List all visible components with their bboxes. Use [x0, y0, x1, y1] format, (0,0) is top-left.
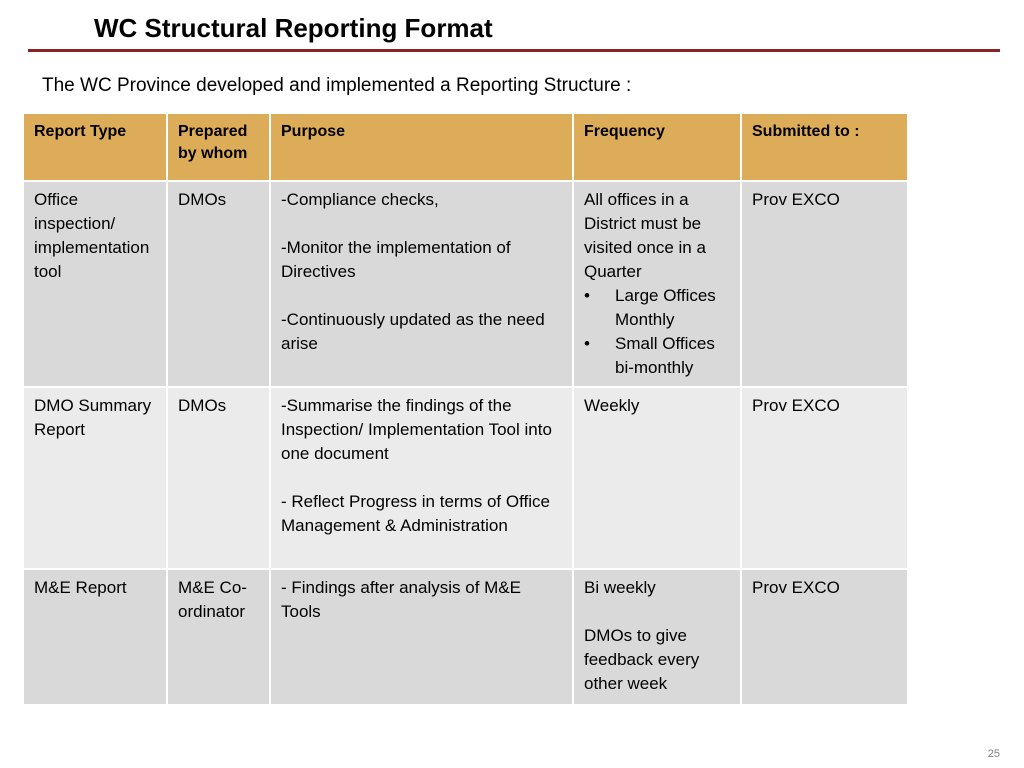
- column-header-frequency: Frequency: [574, 114, 740, 180]
- purpose-line: -Summarise the findings of the Inspection/ Implementation Tool into one document: [281, 396, 552, 463]
- cell-prepared-by: DMOs: [168, 182, 269, 386]
- cell-prepared-by: M&E Co-ordinator: [168, 570, 269, 704]
- cell-purpose: [271, 182, 572, 386]
- cell-purpose: [271, 388, 572, 568]
- cell-prepared-by: DMOs: [168, 388, 269, 568]
- page-number: 25: [987, 748, 1000, 760]
- table-row: [24, 388, 907, 568]
- frequency-line: DMOs to give feedback every other week: [584, 626, 700, 693]
- cell-submitted-to: Prov EXCO: [742, 182, 907, 386]
- purpose-line: -Compliance checks,: [281, 190, 439, 209]
- column-header-report-type: Report Type: [24, 114, 166, 180]
- bullet-icon: •: [584, 286, 590, 305]
- frequency-bullet-list: [584, 284, 730, 380]
- table-header-row: [24, 114, 907, 180]
- reporting-structure-table: [22, 112, 909, 706]
- purpose-line: -Continuously updated as the need arise: [281, 310, 545, 353]
- table-row: [24, 570, 907, 704]
- cell-report-type: M&E Report: [24, 570, 166, 704]
- purpose-line: - Reflect Progress in terms of Office Management & Administration: [281, 492, 550, 535]
- frequency-bullet: [584, 332, 730, 380]
- purpose-line: -Monitor the implementation of Directives: [281, 238, 511, 281]
- column-header-prepared-by: Prepared by whom: [168, 114, 269, 180]
- cell-submitted-to: Prov EXCO: [742, 388, 907, 568]
- frequency-bullet-text: Large Offices Monthly: [615, 286, 716, 329]
- bullet-icon: •: [584, 334, 590, 353]
- frequency-line: Bi weekly: [584, 578, 656, 597]
- cell-report-type: DMO Summary Report: [24, 388, 166, 568]
- frequency-bullet-text: Small Offices bi-monthly: [615, 334, 715, 377]
- frequency-text: Weekly: [584, 396, 640, 415]
- slide-title: WC Structural Reporting Format: [94, 13, 493, 43]
- title-underline: [28, 49, 1000, 52]
- frequency-text: All offices in a District must be visited once in a Quarter: [584, 190, 706, 281]
- cell-submitted-to: Prov EXCO: [742, 570, 907, 704]
- column-header-purpose: Purpose: [271, 114, 572, 180]
- column-header-submitted-to: Submitted to :: [742, 114, 907, 180]
- cell-report-type: Office inspection/ implementation tool: [24, 182, 166, 386]
- slide-subtitle: The WC Province developed and implemented a Reporting Structure :: [42, 75, 632, 96]
- cell-frequency: [574, 570, 740, 704]
- purpose-line: - Findings after analysis of M&E Tools: [281, 578, 521, 621]
- frequency-bullet: [584, 284, 730, 332]
- cell-frequency: [574, 182, 740, 386]
- table-row: [24, 182, 907, 386]
- cell-frequency: [574, 388, 740, 568]
- cell-purpose: [271, 570, 572, 704]
